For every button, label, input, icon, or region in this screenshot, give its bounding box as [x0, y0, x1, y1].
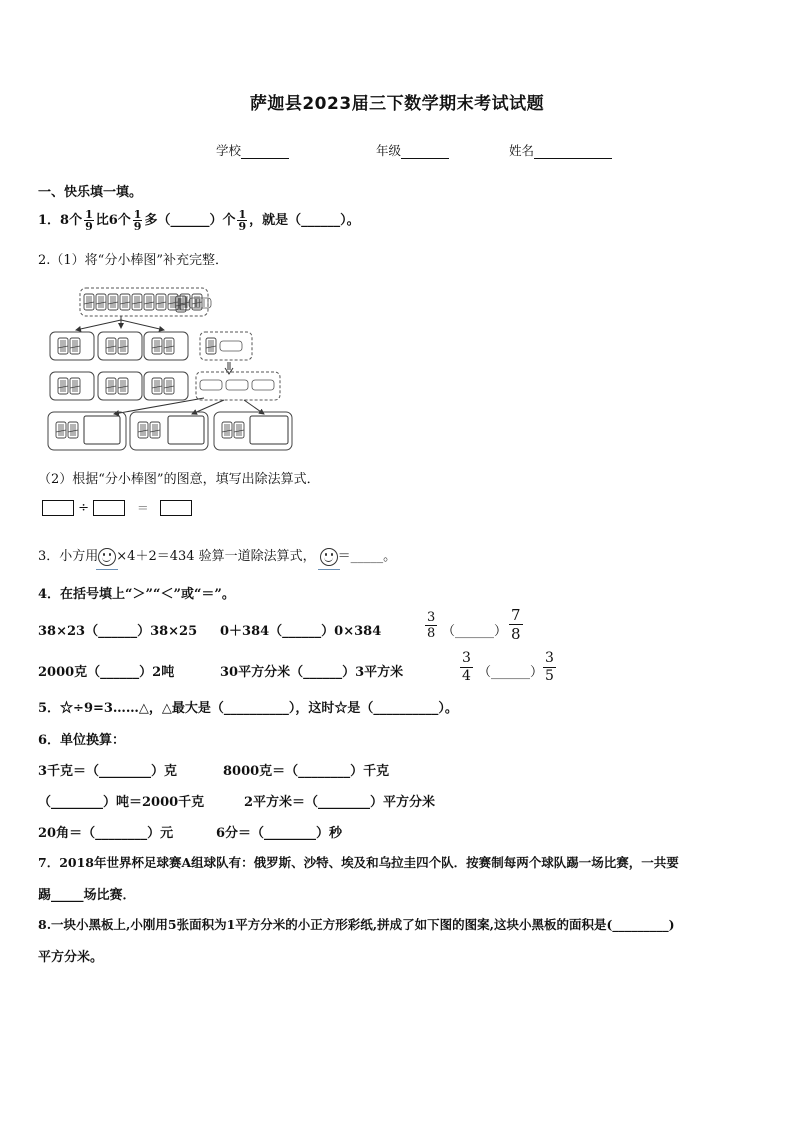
side-bundle-box [200, 332, 252, 360]
q1-text-d: ，就是（______）。 [249, 213, 360, 228]
q6-row2-item1: （________）吨＝2000千克 [38, 795, 205, 810]
answer-box-2 [168, 416, 204, 444]
q6-row1-item1: 3千克＝（________）克 [38, 764, 178, 779]
section-heading: 一、快乐填一填。 [38, 185, 143, 200]
row-2-box-1 [50, 372, 94, 400]
q1-fraction-2: $\frac{1}{9}$ [133, 208, 142, 233]
smiley-icon-answer [320, 548, 338, 566]
q6-row2-item2: 2平方米＝（________）平方分米 [244, 795, 436, 810]
q4-fraction-blank-2: （______） [478, 665, 544, 680]
q1-text-c: 多（______）个 [144, 213, 236, 228]
q4-fraction-3-5: 3 5 [545, 650, 554, 684]
row-2-box-2 [98, 372, 142, 400]
name-blank[interactable] [534, 145, 612, 159]
question-3 [38, 545, 396, 566]
grade-blank[interactable] [401, 145, 449, 159]
school-label: 学校 [216, 143, 242, 158]
q1-text-b: 比6个 [95, 213, 131, 228]
q4-fraction-3-4: 3 4 [462, 650, 471, 684]
question-2-part-1: 2.（1）将“分小棒图”补充完整． [38, 253, 228, 268]
name-field[interactable] [509, 141, 612, 159]
divide-sign: ÷ [78, 500, 90, 516]
q1-text-a: 1．8个 [38, 213, 83, 228]
question-5: 5．☆÷9=3……△，△最大是（__________），这时☆是（__________）。 [38, 701, 458, 716]
grade-label: 年级 [376, 143, 402, 158]
answer-box-3 [250, 416, 288, 444]
row-1-box-3 [144, 332, 188, 360]
split-sticks-box [196, 372, 280, 400]
school-blank[interactable] [241, 145, 289, 159]
q4-fraction-7-8: 7 8 [511, 606, 521, 643]
row-2-box-3 [144, 372, 188, 400]
question-6-title: 6．单位换算： [38, 733, 126, 748]
q4-row2-item1: 2000克（______）2吨 [38, 665, 175, 680]
stick-diagram [44, 284, 300, 452]
q4-row1-item2: 0＋384（______）0×384 [220, 624, 382, 639]
q4-row2-item2: 30平方分米（______）3平方米 [220, 665, 404, 680]
q3-text-c: ＝_____。 [337, 549, 397, 564]
question-7-line-1: 7．2018年世界杯足球赛A组球队有：俄罗斯、沙特、埃及和乌拉圭四个队．按赛制每两个球队踢一场比赛，一共要 [38, 855, 679, 870]
question-8-line-1: 8.一块小黑板上,小刚用5张面积为1平方分米的小正方形彩纸,拼成了如下图的图案,这块小黑板的面积是(_________) [38, 917, 675, 932]
row-1-box-2 [98, 332, 142, 360]
question-7-line-2: 踢_____场比赛． [38, 888, 136, 903]
question-2-part-2: （2）根据“分小棒图”的图意，填写出除法算式． [38, 472, 320, 487]
q6-row1-item2: 8000克＝（________）千克 [223, 764, 390, 779]
quotient-box[interactable] [160, 500, 192, 516]
question-1 [38, 209, 360, 232]
smiley-icon [98, 548, 116, 566]
page-title: 萨迦县2023届三下数学期末考试试题 [249, 94, 545, 114]
q4-fraction-blank-1: （______） [442, 624, 508, 639]
grade-field[interactable] [376, 141, 449, 159]
question-4-title: 4．在括号填上“＞”“＜”或“＝”。 [38, 587, 235, 602]
q3-text-b: ×4＋2＝434 验算一道除法算式， [116, 549, 316, 564]
school-field[interactable] [216, 141, 289, 159]
answer-box-1 [84, 416, 120, 444]
q6-row3-item2: 6分＝（________）秒 [216, 826, 343, 841]
q4-fraction-3-8: 3 8 [427, 610, 436, 641]
q3-text-a: 3．小方用 [38, 549, 99, 564]
row-1-box-1 [50, 332, 94, 360]
q1-fraction-1: $\frac{1}{9}$ [85, 208, 93, 233]
q4-row1-item1: 38×23（______）38×25 [38, 624, 198, 639]
name-label: 姓名 [509, 143, 535, 158]
q6-row3-item1: 20角＝（________）元 [38, 826, 174, 841]
equals-sign: = [137, 500, 149, 516]
division-equation [42, 500, 192, 516]
question-8-line-2: 平方分米。 [38, 950, 104, 965]
q1-fraction-3: $\frac{1}{9}$ [238, 208, 247, 233]
dividend-box[interactable] [42, 500, 74, 516]
divisor-box[interactable] [93, 500, 125, 516]
